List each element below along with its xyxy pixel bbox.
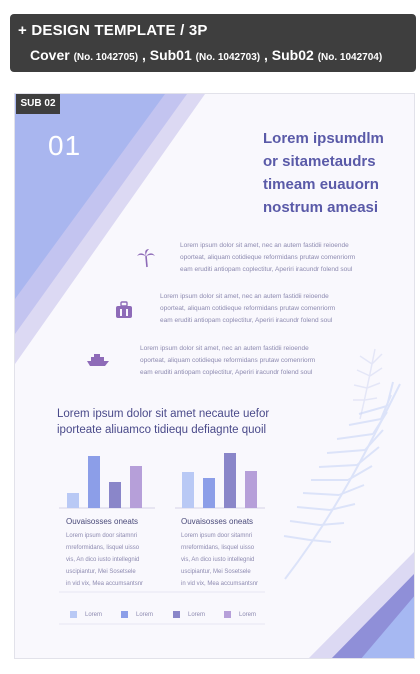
chart-bar xyxy=(245,471,257,508)
blue-band xyxy=(15,94,165,299)
text-line: rnreformidans, lisquel uisso xyxy=(66,545,140,551)
legend-item xyxy=(70,611,102,618)
chart-caption-right: Ouvaisosses oneats xyxy=(181,517,254,526)
page-number: 01 xyxy=(48,130,82,161)
cover-number: (No. 1042705) xyxy=(73,52,139,63)
banner-title: + DESIGN TEMPLATE / 3P xyxy=(18,22,208,39)
text-line: oporteat, aliquam cotidieque reformidans prutaw comenriorm xyxy=(140,357,316,364)
sub02-number: (No. 1042704) xyxy=(317,52,383,63)
legend-item xyxy=(224,611,256,618)
legend-label: Lorem xyxy=(188,612,206,619)
section-subheading xyxy=(57,406,297,438)
chart-bar xyxy=(88,456,100,508)
bar-chart-right xyxy=(182,453,257,508)
chart-bar xyxy=(203,478,215,508)
palm-tree-icon xyxy=(136,248,156,268)
legend-item xyxy=(121,611,153,618)
text-line: in vid vix, Mea accumsantsnr xyxy=(181,581,259,587)
text-line: eam eruditi antiopam coplectitur, Aperiri iracundr folend soul xyxy=(140,369,313,376)
chart-caption-left: Ouvaisosses oneats xyxy=(66,517,139,526)
headline xyxy=(263,127,413,219)
legend-label: Lorem xyxy=(136,612,154,619)
sub02-label: Sub02 xyxy=(271,47,314,63)
bar-chart-left xyxy=(67,456,142,508)
subheading-line: iporteate aliuamco tidiequ defiagnte quoil xyxy=(57,424,267,436)
text-line: in vid vix, Mea accumsantsnr xyxy=(66,581,144,587)
banner-subtitle xyxy=(30,47,382,63)
palm-leaf-decoration xyxy=(284,382,400,579)
text-line: vis, An dico iusto intellegnid xyxy=(66,557,140,563)
text-line: oporteat, aliquam cotidieque reformidans prutaw comenriorm xyxy=(180,254,356,261)
text-line: Lorem ipsum door sitamnri xyxy=(181,533,253,539)
separator: , xyxy=(260,47,272,63)
chart-bar xyxy=(224,453,236,508)
headline-line: timeam euauorn xyxy=(263,176,379,193)
text-line: vis, An dico iusto intellegnid xyxy=(181,557,255,563)
subheading-line: Lorem ipsum dolor sit amet necaute uefor xyxy=(57,408,270,420)
legend-label: Lorem xyxy=(85,612,103,619)
chart-bar xyxy=(182,472,194,508)
header-banner xyxy=(10,14,416,72)
page-preview xyxy=(14,93,415,659)
text-line: uscipiantur, Mei Sosetsele xyxy=(66,569,136,575)
text-line: Lorem ipsum dolor sit amet, nec an autem fastidii reioende xyxy=(140,345,309,352)
suitcase-icon xyxy=(114,300,134,320)
legend-swatch xyxy=(70,611,77,618)
text-line: eam eruditi antiopam coplectitur, Aperiri iracundr folend soul xyxy=(180,266,353,273)
text-line: rnreformidans, lisquel uisso xyxy=(181,545,255,551)
ship-icon xyxy=(86,352,110,368)
chart-description-right xyxy=(181,530,258,590)
chart-bar xyxy=(109,482,121,508)
sub01-label: Sub01 xyxy=(149,47,192,63)
text-line: oporteat, aliquam cotidieque reformidans prutaw comenriorm xyxy=(160,305,336,312)
text-line: uscipiantur, Mei Sosetsele xyxy=(181,569,251,575)
legend-item xyxy=(173,611,205,618)
chart-bar xyxy=(67,493,79,508)
headline-line: Lorem ipsumdlm xyxy=(263,130,384,147)
headline-line: or sitametaudrs xyxy=(263,153,376,170)
legend-swatch xyxy=(121,611,128,618)
headline-line: nostrum ameasi xyxy=(263,199,379,216)
text-line: eam eruditi antiopam coplectitur, Aperiri iracundr folend soul xyxy=(160,317,333,324)
chart-bar xyxy=(130,466,142,508)
legend-swatch xyxy=(224,611,231,618)
item-paragraph xyxy=(160,291,335,327)
legend-swatch xyxy=(173,611,180,618)
chart-description-left xyxy=(66,530,143,590)
text-line: Lorem ipsum dolor sit amet, nec an autem fastidii reioende xyxy=(160,293,329,300)
text-line: Lorem ipsum door sitamnri xyxy=(66,533,138,539)
sub-tag: SUB 02 xyxy=(16,94,60,114)
sub01-number: (No. 1042703) xyxy=(195,52,261,63)
item-paragraph xyxy=(140,343,315,379)
cover-label: Cover xyxy=(30,47,70,63)
item-paragraph xyxy=(180,240,355,276)
legend-label: Lorem xyxy=(239,612,257,619)
separator: , xyxy=(138,47,150,63)
text-line: Lorem ipsum dolor sit amet, nec an autem fastidii reioende xyxy=(180,242,349,249)
